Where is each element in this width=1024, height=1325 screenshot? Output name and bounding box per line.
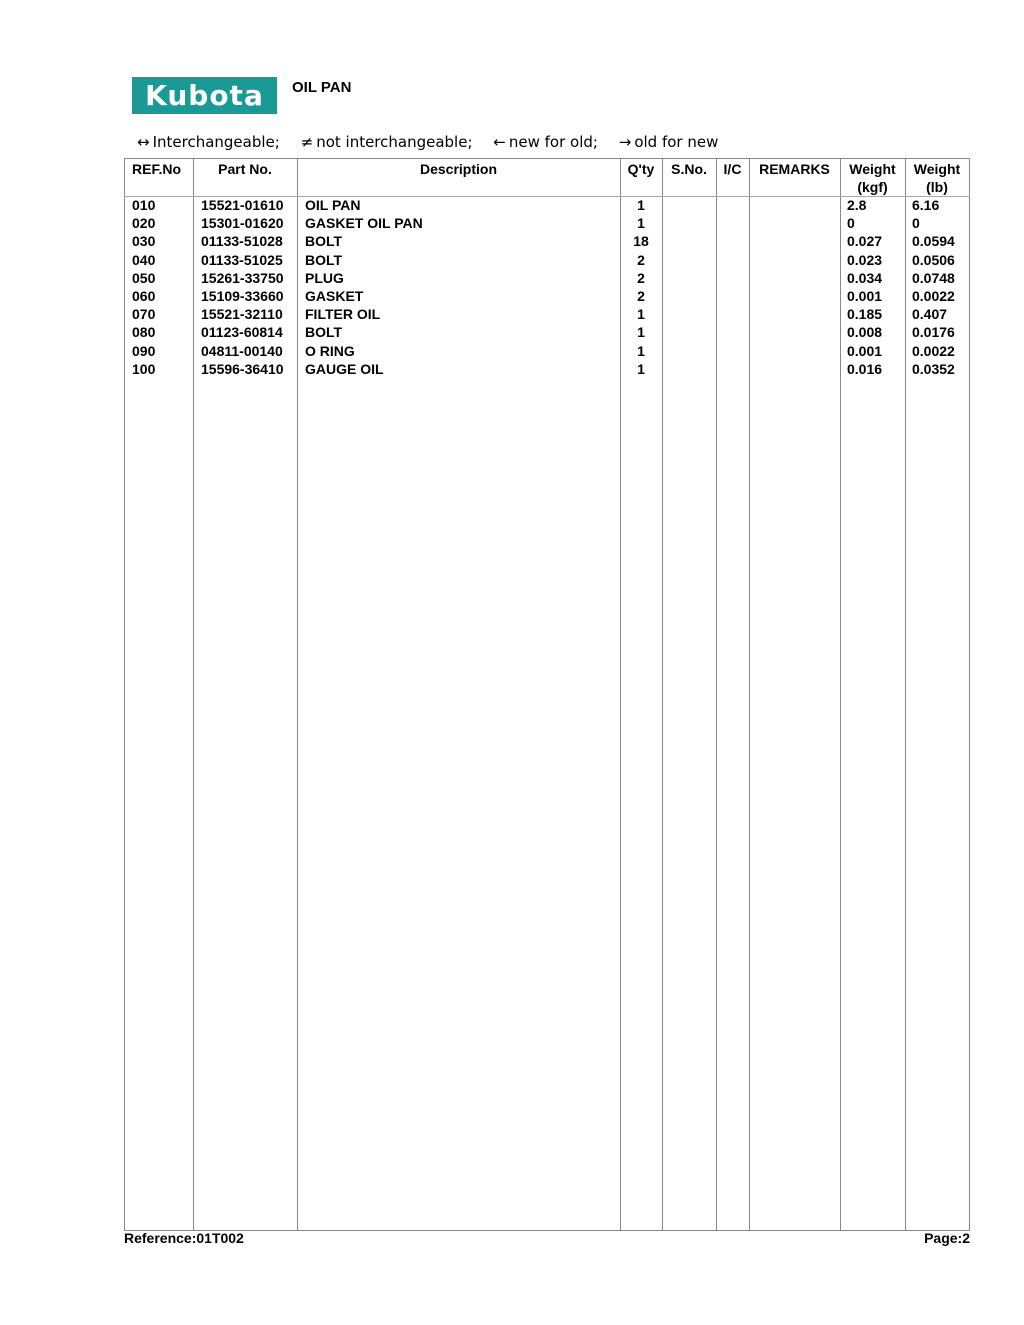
- cell-weight-kgf: 0.008: [847, 324, 883, 341]
- not-equal-icon: ≠: [300, 133, 314, 151]
- cell-weight-lb: 0.0176: [912, 324, 955, 341]
- cell-weight-kgf: 0.001: [847, 342, 883, 359]
- legend-item-interchangeable: [137, 133, 280, 151]
- left-arrow-icon: ←: [493, 133, 506, 151]
- legend-label: not interchangeable;: [316, 133, 473, 151]
- col-header-description: Description: [419, 161, 497, 177]
- cell-weight-kgf: 0.185: [847, 306, 883, 323]
- cell-description: BOLT: [305, 324, 343, 341]
- page-title: OIL PAN: [292, 79, 352, 96]
- cell-weight-lb: 0.0506: [912, 251, 955, 268]
- kubota-logo: [132, 77, 277, 114]
- cell-qty: 1: [637, 306, 645, 323]
- cell-description: FILTER OIL: [305, 306, 381, 323]
- cell-qty: 18: [633, 233, 649, 250]
- cell-ref: 010: [132, 197, 156, 213]
- double-arrow-icon: ↔: [137, 133, 150, 151]
- table-row: [124, 232, 970, 250]
- cell-description: BOLT: [305, 251, 343, 268]
- cell-ref: 030: [132, 233, 156, 250]
- cell-qty: 1: [637, 215, 645, 232]
- cell-ref: 050: [132, 269, 156, 286]
- interchangeability-legend: [137, 133, 734, 151]
- cell-weight-kgf: 0.023: [847, 251, 883, 268]
- col-header-part-no: Part No.: [218, 161, 272, 177]
- cell-qty: 2: [637, 269, 645, 286]
- table-row: [124, 214, 970, 232]
- col-header-ref: REF.No: [132, 161, 181, 177]
- right-arrow-icon: →: [618, 133, 632, 151]
- table-row: [124, 196, 970, 214]
- cell-weight-lb: 0: [912, 215, 920, 232]
- reference-code: Reference:01T002: [124, 1230, 244, 1246]
- table-row: [124, 360, 970, 378]
- cell-ref: 100: [132, 360, 156, 377]
- cell-part-no: 15109-33660: [201, 288, 284, 304]
- cell-ref: 070: [132, 306, 156, 323]
- table-row: [124, 251, 970, 269]
- cell-qty: 1: [637, 197, 645, 213]
- legend-label: Interchangeable;: [152, 133, 280, 151]
- legend-label: old for new: [634, 133, 719, 151]
- cell-qty: 2: [637, 251, 645, 268]
- cell-ref: 040: [132, 251, 156, 268]
- cell-part-no: 01133-51025: [201, 251, 283, 268]
- table-row: [124, 269, 970, 287]
- col-header-ic: I/C: [723, 161, 742, 177]
- cell-description: O RING: [305, 342, 355, 359]
- cell-qty: 2: [637, 288, 645, 304]
- cell-part-no: 15596-36410: [201, 360, 284, 377]
- table-row: [124, 305, 970, 323]
- cell-weight-lb: 6.16: [912, 197, 940, 213]
- cell-weight-lb: 0.0748: [912, 269, 955, 286]
- cell-qty: 1: [637, 342, 645, 359]
- cell-ref: 060: [132, 288, 156, 304]
- cell-weight-kgf: 0.027: [847, 233, 883, 250]
- cell-part-no: 15301-01620: [201, 215, 284, 232]
- col-header-weight-kgf: Weight (kgf): [849, 161, 896, 195]
- table-row: [124, 342, 970, 360]
- cell-description: PLUG: [305, 269, 344, 286]
- cell-weight-lb: 0.407: [912, 306, 948, 323]
- cell-weight-lb: 0.0352: [912, 360, 955, 377]
- cell-part-no: 04811-00140: [201, 342, 283, 359]
- cell-part-no: 15261-33750: [201, 269, 284, 286]
- col-header-sno: S.No.: [671, 161, 707, 177]
- col-header-remarks: REMARKS: [759, 161, 830, 177]
- logo-text: Kubota: [145, 78, 264, 112]
- cell-description: BOLT: [305, 233, 343, 250]
- cell-qty: 1: [637, 360, 645, 377]
- legend-item-old-for-new: [619, 133, 719, 151]
- cell-description: OIL PAN: [305, 197, 361, 213]
- cell-part-no: 15521-32110: [201, 306, 283, 323]
- cell-ref: 090: [132, 342, 156, 359]
- cell-weight-kgf: 0.001: [847, 288, 883, 304]
- page-number: Page:2: [924, 1230, 970, 1246]
- cell-part-no: 01123-60814: [201, 324, 283, 341]
- legend-label: new for old;: [508, 133, 598, 151]
- table-row: [124, 287, 970, 305]
- cell-weight-kgf: 0.034: [847, 269, 883, 286]
- table-row: [124, 323, 970, 341]
- cell-description: GASKET: [305, 288, 364, 304]
- cell-weight-lb: 0.0022: [912, 288, 955, 304]
- cell-weight-kgf: 0: [847, 215, 855, 232]
- parts-table: [124, 158, 970, 1231]
- legend-item-not-interchangeable: [301, 133, 473, 151]
- cell-weight-lb: 0.0022: [912, 342, 955, 359]
- cell-qty: 1: [637, 324, 645, 341]
- col-header-weight-lb: Weight (lb): [913, 161, 961, 195]
- cell-weight-kgf: 0.016: [847, 360, 883, 377]
- col-header-qty: Q'ty: [627, 161, 655, 177]
- cell-part-no: 15521-01610: [201, 197, 284, 213]
- cell-weight-lb: 0.0594: [912, 233, 955, 250]
- cell-description: GASKET OIL PAN: [305, 215, 423, 232]
- cell-part-no: 01133-51028: [201, 233, 283, 250]
- cell-ref: 020: [132, 215, 156, 232]
- cell-ref: 080: [132, 324, 156, 341]
- cell-weight-kgf: 2.8: [847, 197, 867, 213]
- cell-description: GAUGE OIL: [305, 360, 384, 377]
- legend-item-new-for-old: [493, 133, 598, 151]
